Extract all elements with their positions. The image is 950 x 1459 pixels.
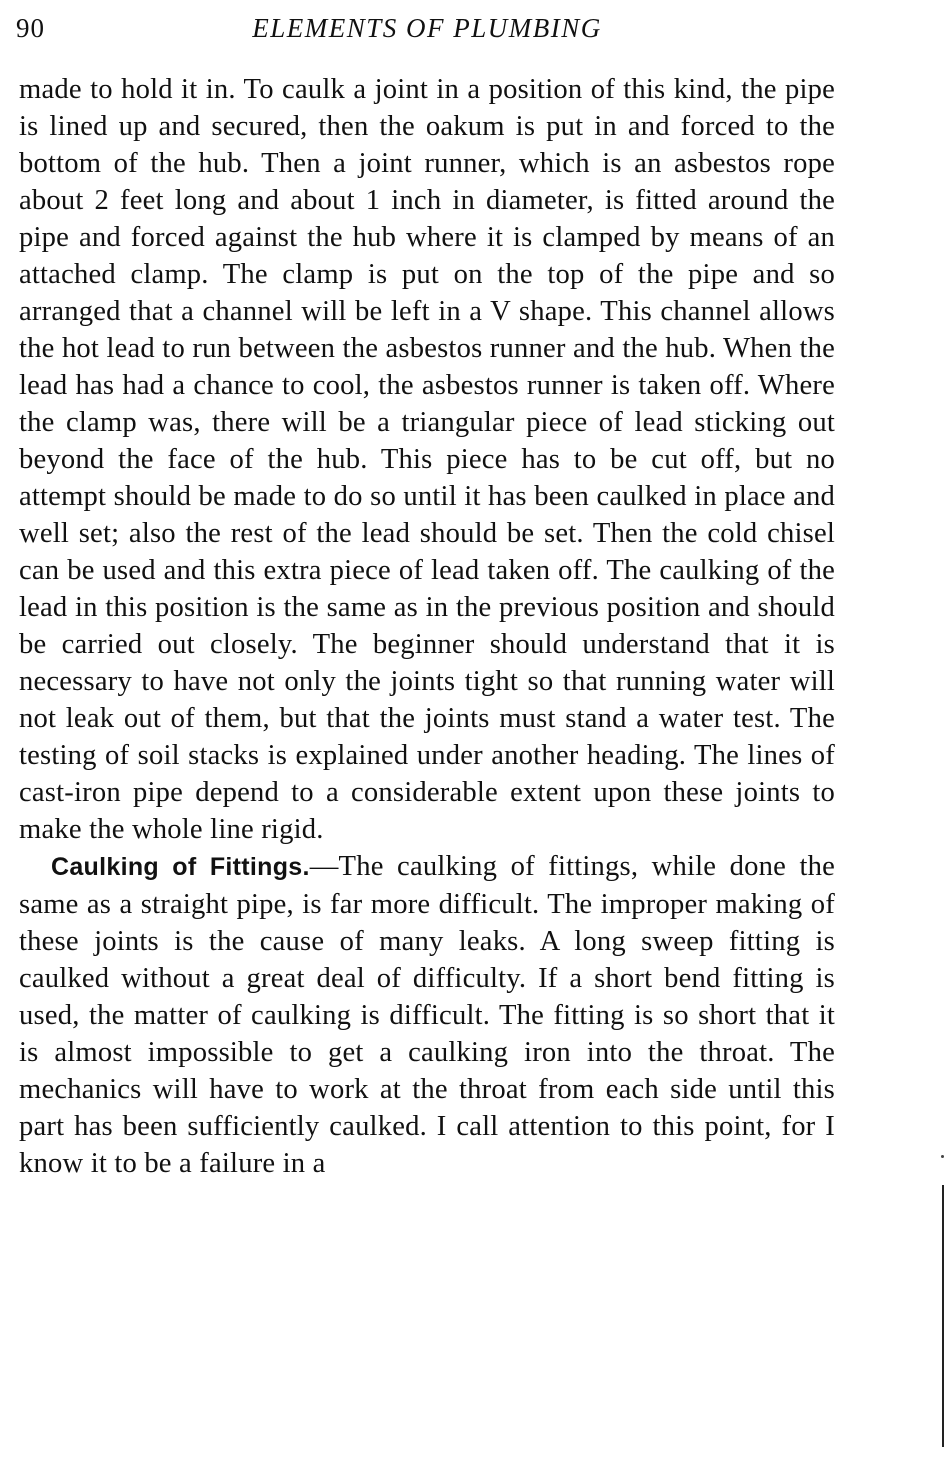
scan-artifact-dot: [941, 1155, 944, 1158]
page-number: 90: [16, 13, 45, 43]
section-heading: Caulking of Fittings.: [51, 853, 310, 881]
body-text: [19, 71, 835, 1182]
scan-edge-line: [942, 1185, 944, 1447]
running-title: ELEMENTS OF PLUMBING: [252, 13, 602, 43]
paragraph-caulking-of-fittings: [19, 848, 835, 1182]
running-head: [16, 8, 838, 48]
paragraph-text: —The caulking of fittings, while done the same as a straight pipe, is far more difficult. The improper making of these joints is the cause of many leaks. A long sweep fitting is caulked without a great deal of difficulty. If a short bend fitting is used, the matter of caulking is difficult. The fitting is so short that it is almost impossible to get a caulking iron into the throat. The mechanics will have to work at the throat from each side until this part has been sufficiently caulked. I call attention to this point, for I know it to be a failure in a: [19, 851, 835, 1179]
paragraph-continued: made to hold it in. To caulk a joint in a position of this kind, the pipe is lined up and secured, then the oakum is put in and forced to the bottom of the hub. Then a joint runner, which is an asbestos rope about 2 feet long and about 1 inch in diameter, is fitted around the pipe and forced against the hub where it is clamped by means of an attached clamp. The clamp is put on the top of the pipe and so arranged that a channel will be left in a V shape. This channel allows the hot lead to run between the asbestos runner and the hub. When the lead has had a chance to cool, the asbestos runner is taken off. Where the clamp was, there will be a triangular piece of lead sticking out beyond the face of the hub. This piece has to be cut off, but no attempt should be made to do so until it has been caulked in place and well set; also the rest of the lead should be set. Then the cold chisel can be used and this extra piece of lead taken off. The caulking of the lead in this position is the same as in the previous position and should be carried out closely. The beginner should understand that it is necessary to have not only the joints tight so that running water will not leak out of them, but that the joints must stand a water test. The testing of soil stacks is explained under another heading. The lines of cast-iron pipe depend to a considerable extent upon these joints to make the whole line rigid.: [19, 74, 835, 845]
